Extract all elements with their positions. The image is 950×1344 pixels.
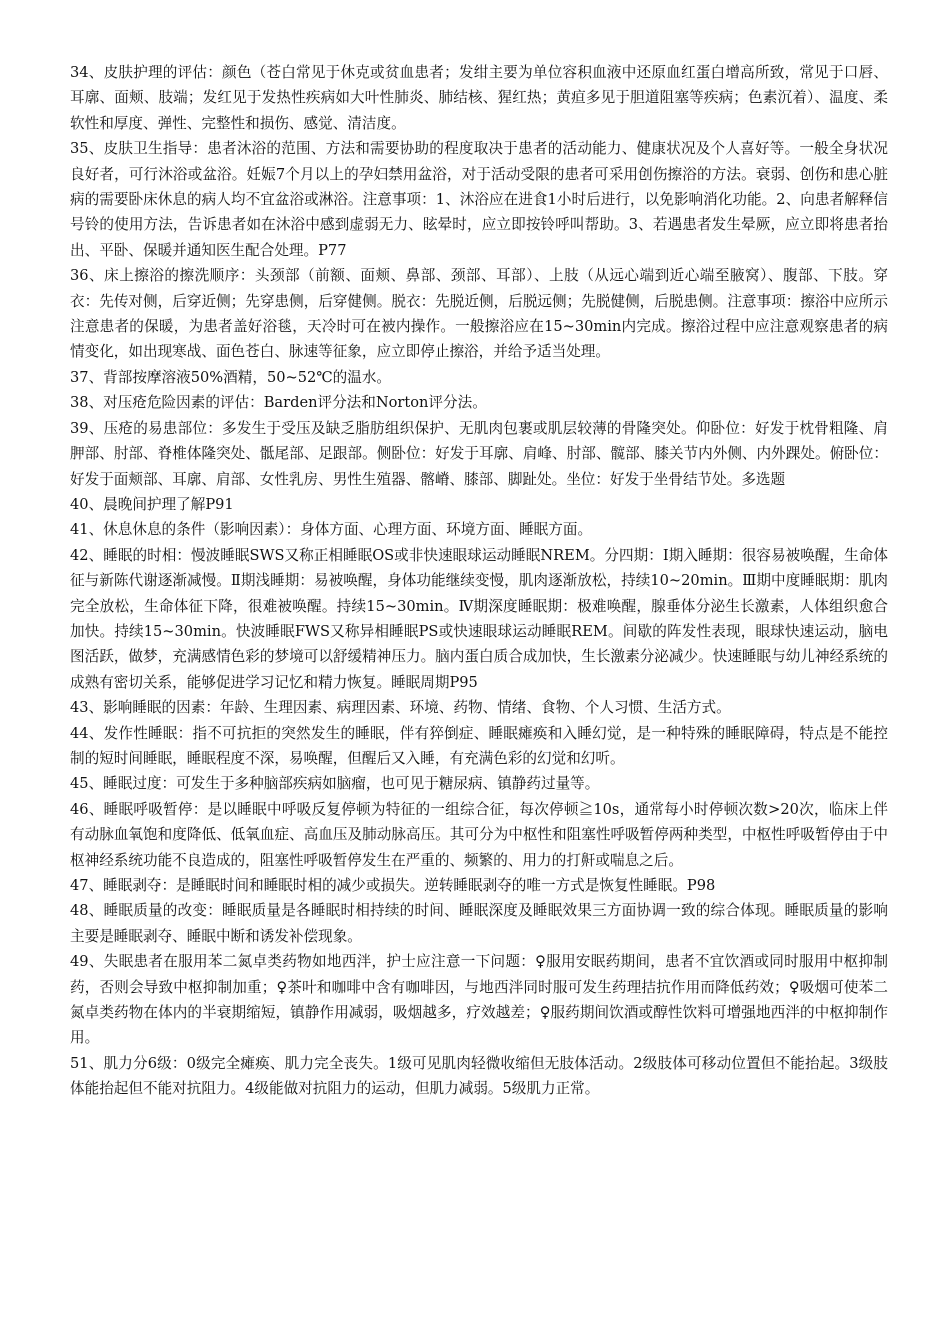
paragraph-44: 44、发作性睡眠：指不可抗拒的突然发生的睡眠，伴有猝倒症、睡眠瘫痪和入睡幻觉，是一种特殊的睡眠障碍，特点是不能控制的短时间睡眠，睡眠程度不深，易唤醒，但醒后又入睡，有充满色彩的幻觉和幻听。 <box>70 724 888 767</box>
paragraph-41: 41、休息休息的条件（影响因素）：身体方面、心理方面、环境方面、睡眠方面。 <box>70 521 593 539</box>
paragraph-39: 39、压疮的易患部位：多发生于受压及缺乏脂肪组织保护、无肌肉包裹或肌层较薄的骨隆突处。仰卧位：好发于枕骨粗隆、肩胛部、肘部、脊椎体隆突处、骶尾部、足跟部。侧卧位：好发于耳廓、肩峰、肘部、髋部、膝关节内外侧、内外踝处。俯卧位：好发于面颊部、耳廓、肩部、女性乳房、男性生殖器、髂嵴、膝部、脚趾处。坐位：好发于坐骨结节处。多选题 <box>70 419 888 488</box>
paragraph-38: 38、对压疮危险因素的评估：Barden评分法和Norton评分法。 <box>70 394 487 412</box>
paragraph-51: 51、肌力分6级：0级完全瘫痪、肌力完全丧失。1级可见肌肉轻微收缩但无肢体活动。2级肢体可移动位置但不能抬起。3级肢体能抬起但不能对抗阻力。4级能做对抗阻力的运动，但肌力减弱。5级肌力正常。 <box>70 1054 888 1098</box>
document-page <box>70 60 888 1102</box>
paragraph-43: 43、影响睡眠的因素：年龄、生理因素、病理因素、环境、药物、情绪、食物、个人习惯、生活方式。 <box>70 699 731 717</box>
paragraph-45: 45、睡眠过度：可发生于多种脑部疾病如脑瘤，也可见于糖尿病、镇静药过量等。 <box>70 775 600 793</box>
paragraph-46: 46、睡眠呼吸暂停：是以睡眠中呼吸反复停顿为特征的一组综合征，每次停顿≧10s，通常每小时停顿次数>20次，临床上伴有动脉血氧饱和度降低、低氧血症、高血压及肺动脉高压。其可分为中枢性和阻塞性呼吸暂停两种类型，中枢性呼吸暂停由于中枢神经系统功能不良造成的，阻塞性呼吸暂停发生在严重的、频繁的、用力的打鼾或喘息之后。 <box>70 800 888 869</box>
paragraph-42: 42、睡眠的时相：慢波睡眠SWS又称正相睡眠OS或非快速眼球运动睡眠NREM。分四期：Ⅰ期入睡期：很容易被唤醒，生命体征与新陈代谢逐渐减慢。Ⅱ期浅睡期：易被唤醒，身体功能继续变慢，肌肉逐渐放松，持续10~20min。Ⅲ期中度睡眠期：肌肉完全放松，生命体征下降，很难被唤醒。持续15~30min。Ⅳ期深度睡眠期：极难唤醒，腺垂体分泌生长激素，人体组织愈合加快。持续15~30min。快波睡眠FWS又称异相睡眠PS或快速眼球运动睡眠REM。间歇的阵发性表现，眼球快速运动，脑电图活跃，做梦，充满感情色彩的梦境可以舒缓精神压力。脑内蛋白质合成加快，生长激素分泌减少。快速睡眠与幼儿神经系统的成熟有密切关系，能够促进学习记忆和精力恢复。睡眠周期P95 <box>70 546 888 691</box>
paragraph-48: 48、睡眠质量的改变：睡眠质量是各睡眠时相持续的时间、睡眠深度及睡眠效果三方面协调一致的综合体现。睡眠质量的影响主要是睡眠剥夺、睡眠中断和诱发补偿现象。 <box>70 902 888 945</box>
paragraph-47: 47、睡眠剥夺：是睡眠时间和睡眠时相的减少或损失。逆转睡眠剥夺的唯一方式是恢复性睡眠。P98 <box>70 877 716 894</box>
paragraph-40: 40、晨晚间护理了解P91 <box>70 495 234 513</box>
paragraph-36: 36、床上擦浴的擦洗顺序：头颈部（前额、面颊、鼻部、颈部、耳部）、上肢（从远心端到近心端至腋窝）、腹部、下肢。穿衣：先传对侧，后穿近侧；先穿患侧，后穿健侧。脱衣：先脱近侧，后脱远侧；先脱健侧，后脱患侧。注意事项：擦浴中应所示注意患者的保暖，为患者盖好浴毯，天冷时可在被内操作。一般擦浴应在15~30min内完成。擦浴过程中应注意观察患者的病情变化，如出现寒战、面色苍白、脉速等征象，应立即停止擦浴，并给予适当处理。 <box>70 267 888 361</box>
paragraph-49: 49、失眠患者在服用苯二氮卓类药物如地西泮，护士应注意一下问题：♀服用安眠药期间，患者不宜饮酒或同时服用中枢抑制药，否则会导致中枢抑制加重；♀茶叶和咖啡中含有咖啡因，与地西泮同时服可发生药理拮抗作用而降低药效；♀吸烟可使苯二氮卓类药物在体内的半衰期缩短，镇静作用减弱，吸烟越多，疗效越差；♀服药期间饮酒或醇性饮料可增强地西泮的中枢抑制作用。 <box>70 953 888 1047</box>
paragraph-34: 34、皮肤护理的评估：颜色（苍白常见于休克或贫血患者；发绀主要为单位容积血液中还原血红蛋白增高所致，常见于口唇、耳廓、面颊、肢端；发红见于发热性疾病如大叶性肺炎、肺结核、猩红热；黄疸多见于胆道阻塞等疾病；色素沉着）、温度、柔软性和厚度、弹性、完整性和损伤、感觉、清洁度。 <box>70 64 888 132</box>
paragraph-37: 37、背部按摩溶液50%酒精，50~52℃的温水。 <box>70 368 392 386</box>
paragraph-35: 35、皮肤卫生指导：患者沐浴的范围、方法和需要协助的程度取决于患者的活动能力、健康状况及个人喜好等。一般全身状况良好者，可行沐浴或盆浴。妊娠7个月以上的孕妇禁用盆浴，对于活动受限的患者可采用创伤擦浴的方法。衰弱、创伤和患心脏病的需要卧床休息的病人均不宜盆浴或淋浴。注意事项：1、沐浴应在进食1小时后进行，以免影响消化功能。2、向患者解释信号铃的使用方法，告诉患者如在沐浴中感到虚弱无力、眩晕时，应立即按铃呼叫帮助。3、若遇患者发生晕厥，应立即将患者抬出、平卧、保暖并通知医生配合处理。P77 <box>70 140 888 259</box>
